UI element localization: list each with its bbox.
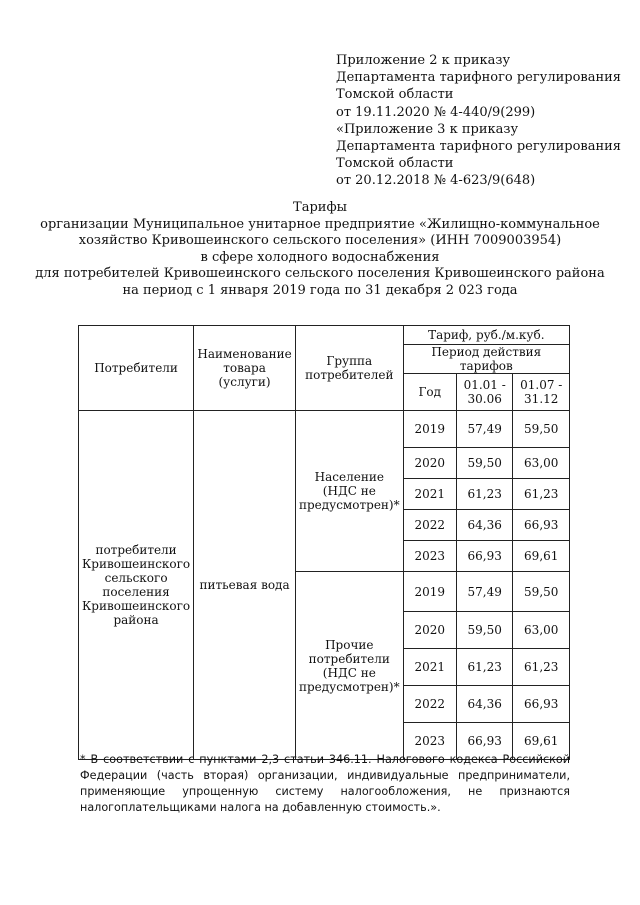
tariff-h1-cell: 64,36 — [456, 510, 513, 541]
year-cell: 2022 — [403, 686, 456, 723]
appendix-header — [336, 52, 621, 190]
year-cell: 2020 — [403, 448, 456, 479]
appendix-line: Томской области — [336, 87, 454, 103]
appendix-line: Томской области — [336, 156, 454, 172]
appendix-line: Департамента тарифного регулирования — [336, 70, 621, 86]
header-consumers: Потребители — [79, 326, 194, 411]
footnote-line: применяющие упрощенную систему налогообложения, не признаются — [80, 785, 570, 798]
title-line: организации Муниципальное унитарное предприятие «Жилищно-коммунальное — [40, 216, 600, 232]
footnote-line: налогоплательщиками налога на добавленную стоимость.». — [80, 801, 441, 814]
footnote — [80, 752, 570, 816]
year-cell: 2023 — [403, 541, 456, 572]
product-cell: питьевая вода — [194, 411, 296, 760]
footnote-line: * В соответствии с пунктами 2,3 статьи 346.11. Налогового кодекса Российской — [80, 753, 570, 766]
year-cell: 2020 — [403, 612, 456, 649]
title-line: Тарифы — [293, 200, 347, 215]
appendix-line: Департамента тарифного регулирования — [336, 139, 621, 155]
footnote-line: Федерации (часть вторая) организации, индивидуальные предприниматели, — [80, 769, 570, 782]
tariff-h2-cell: 66,93 — [513, 686, 570, 723]
header-half2: 01.07 - 31.12 — [513, 374, 570, 411]
appendix-line: «Приложение 3 к приказу — [336, 121, 519, 137]
group-population: Население (НДС не предусмотрен)* — [295, 411, 403, 572]
year-cell: 2021 — [403, 649, 456, 686]
appendix-line: от 19.11.2020 № 4-440/9(299) — [336, 104, 536, 120]
year-cell: 2019 — [403, 411, 456, 448]
appendix-line: Приложение 2 к приказу — [336, 53, 511, 68]
year-cell: 2019 — [403, 572, 456, 612]
tariff-h2-cell: 63,00 — [513, 448, 570, 479]
tariff-h1-cell: 66,93 — [456, 723, 513, 760]
header-tariff: Тариф, руб./м.куб. — [403, 326, 569, 345]
header-product: Наименование товара (услуги) — [194, 326, 296, 411]
tariff-h2-cell: 59,50 — [513, 411, 570, 448]
consumer-cell: потребители Кривошеинского сельского поселения Кривошеинского района — [79, 411, 194, 760]
tariff-table — [78, 325, 570, 760]
group-other: Прочие потребители (НДС не предусмотрен)* — [295, 572, 403, 760]
year-cell: 2021 — [403, 479, 456, 510]
header-period: Период действия тарифов — [403, 345, 569, 374]
header-half1: 01.01 - 30.06 — [456, 374, 513, 411]
tariff-h1-cell: 64,36 — [456, 686, 513, 723]
tariff-h2-cell: 59,50 — [513, 572, 570, 612]
tariff-h1-cell: 61,23 — [456, 649, 513, 686]
year-cell: 2023 — [403, 723, 456, 760]
title-line: для потребителей Кривошеинского сельского поселения Кривошеинского района — [35, 266, 605, 282]
tariff-h2-cell: 69,61 — [513, 723, 570, 760]
appendix-line: от 20.12.2018 № 4-623/9(648) — [336, 173, 536, 189]
document-title — [0, 200, 640, 300]
tariff-h1-cell: 59,50 — [456, 448, 513, 479]
title-line: на период с 1 января 2019 года по 31 декабря 2 023 года — [122, 282, 518, 298]
tariff-h1-cell: 57,49 — [456, 572, 513, 612]
tariff-h1-cell: 61,23 — [456, 479, 513, 510]
header-group: Группа потребителей — [295, 326, 403, 411]
title-line: хозяйство Кривошеинского сельского поселения» (ИНН 7009003954) — [78, 233, 562, 249]
tariff-h2-cell: 66,93 — [513, 510, 570, 541]
tariff-h1-cell: 66,93 — [456, 541, 513, 572]
tariff-h2-cell: 69,61 — [513, 541, 570, 572]
tariff-h1-cell: 59,50 — [456, 612, 513, 649]
year-cell: 2022 — [403, 510, 456, 541]
tariff-h2-cell: 63,00 — [513, 612, 570, 649]
tariff-h2-cell: 61,23 — [513, 649, 570, 686]
tariff-h2-cell: 61,23 — [513, 479, 570, 510]
title-line: в сфере холодного водоснабжения — [200, 249, 440, 265]
header-year: Год — [403, 374, 456, 411]
tariff-h1-cell: 57,49 — [456, 411, 513, 448]
